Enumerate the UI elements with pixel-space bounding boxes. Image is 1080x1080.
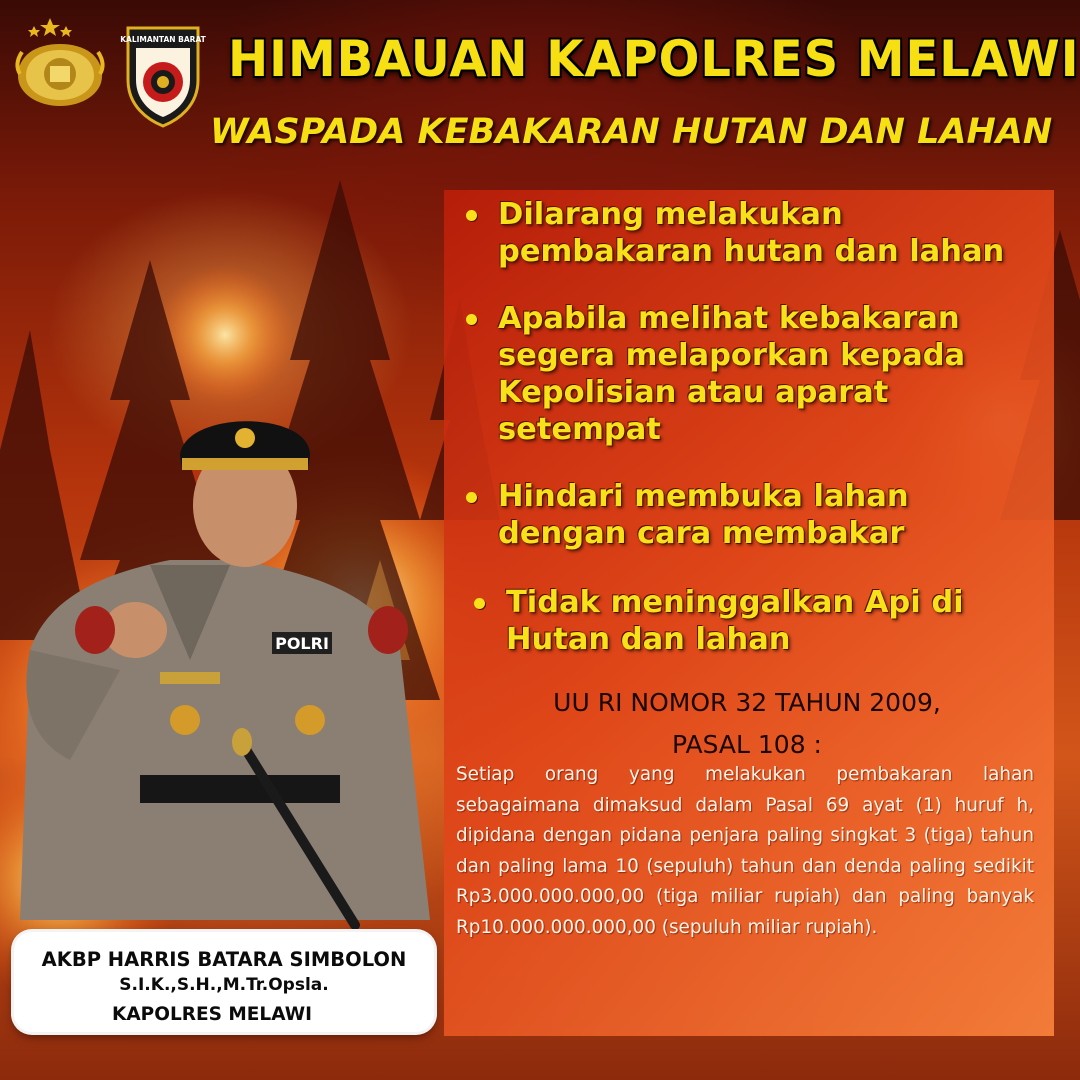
appeal-item — [462, 478, 1052, 552]
uniform-polri-tag: POLRI — [275, 634, 329, 653]
law-title-line: UU RI NOMOR 32 TAHUN 2009, — [553, 688, 941, 717]
appeal-line: Tidak meninggalkan Api di — [506, 585, 964, 620]
appeal-line: Apabila melihat kebakaran — [498, 301, 960, 336]
bullet-dot-icon — [466, 314, 477, 325]
officer-portrait — [10, 400, 440, 960]
officer-position: KAPOLRES MELAWI — [112, 1004, 312, 1025]
officer-degrees: S.I.K.,S.H.,M.Tr.Opsla. — [119, 975, 329, 995]
appeal-line: setempat — [498, 412, 661, 447]
appeal-item — [462, 196, 1052, 270]
bullet-dot-icon — [474, 598, 485, 609]
polres-shield-logo — [120, 18, 206, 128]
law-reference — [462, 682, 1032, 766]
page-title: HIMBAUAN KAPOLRES MELAWI — [228, 30, 1080, 88]
bullet-dot-icon — [466, 210, 477, 221]
appeal-list — [462, 196, 1052, 680]
bullet-dot-icon — [466, 492, 477, 503]
appeal-line: dengan cara membakar — [498, 516, 905, 551]
appeal-line: Dilarang melakukan — [498, 197, 843, 232]
polri-emblem-icon — [10, 16, 110, 108]
law-article-line: PASAL 108 : — [672, 730, 822, 759]
officer-name-card — [14, 932, 434, 1032]
page-subtitle: WASPADA KEBAKARAN HUTAN DAN LAHAN — [210, 112, 1053, 152]
law-text: Setiap orang yang melakukan pembakaran lahan sebagaimana dimaksud dalam Pasal 69 ayat (1) huruf h, dipidana dengan pidana penjara paling singkat 3 (tiga) tahun dan paling lama 10 (sepuluh) tahun dan denda paling sedikit Rp3.000.000.000,00 (tiga miliar rupiah) dan paling banyak Rp10.000.000.000,00 (sepuluh miliar rupiah). — [456, 764, 1034, 938]
appeal-line: segera melaporkan kepada — [498, 338, 966, 373]
appeal-line: Kepolisian atau aparat — [498, 375, 889, 410]
appeal-line: pembakaran hutan dan lahan — [498, 234, 1005, 269]
appeal-item — [462, 584, 1052, 658]
officer-name: AKBP HARRIS BATARA SIMBOLON — [41, 948, 407, 971]
appeal-line: Hindari membuka lahan — [498, 479, 909, 514]
appeal-line: Hutan dan lahan — [506, 622, 791, 657]
appeal-item — [462, 300, 1052, 448]
shield-label: KALIMANTAN BARAT — [120, 35, 206, 44]
